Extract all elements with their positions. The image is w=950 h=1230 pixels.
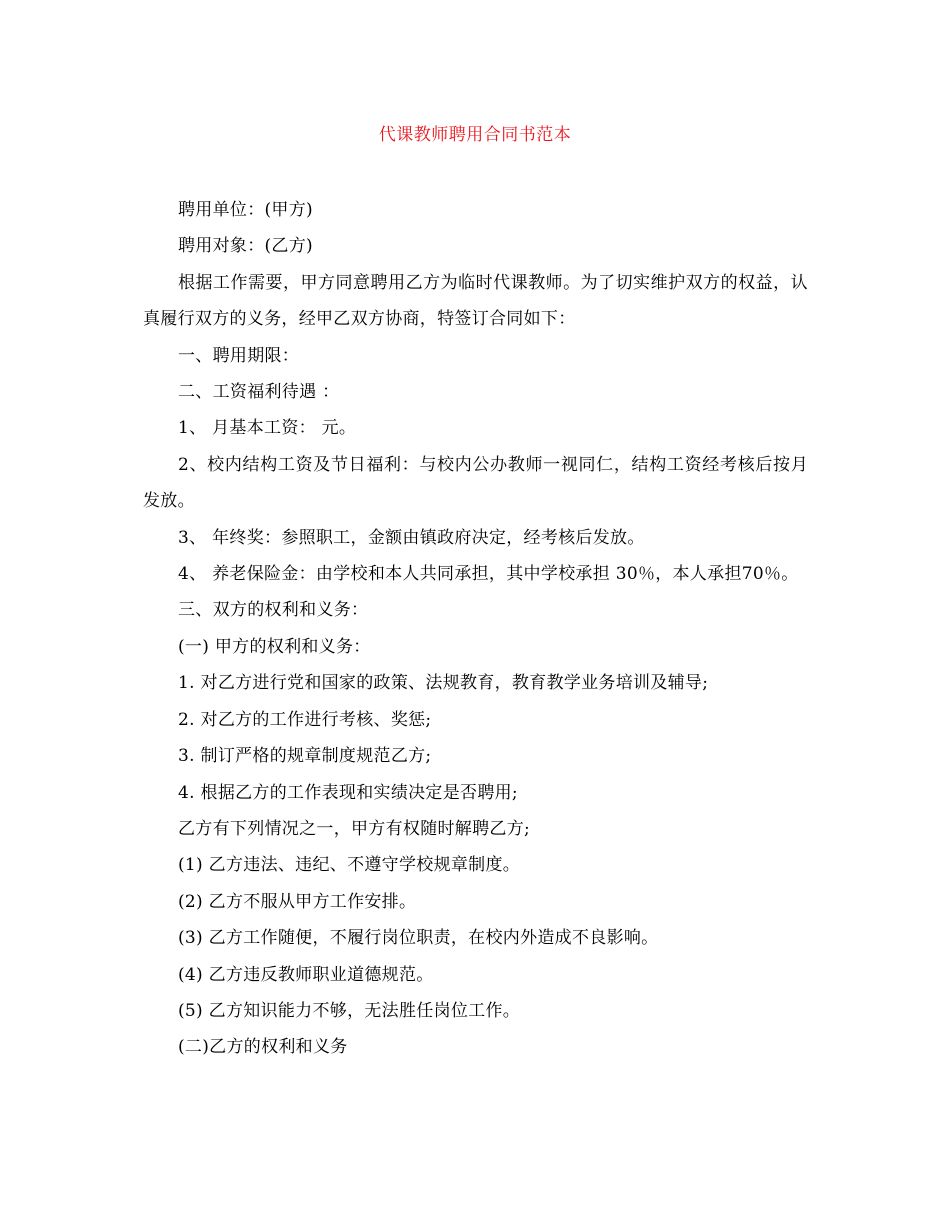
list-item: (1) 乙方违法、违纪、不遵守学校规章制度。 bbox=[178, 855, 521, 876]
list-item: 2. 对乙方的工作进行考核、奖惩; bbox=[178, 709, 432, 730]
subsection-heading-party-b: (二)乙方的权利和义务 bbox=[178, 1037, 348, 1058]
paragraph-employer: 聘用单位：(甲方) bbox=[178, 200, 313, 220]
list-item: (3) 乙方工作随便，不履行岗位职责，在校内外造成不良影响。 bbox=[178, 928, 659, 949]
list-item: 1. 对乙方进行党和国家的政策、法规教育，教育教学业务培训及辅导; bbox=[178, 673, 709, 694]
list-item: (4) 乙方违反教师职业道德规范。 bbox=[178, 964, 434, 985]
paragraph-intro: 根据工作需要，甲方同意聘用乙方为临时代课教师。为了切实维护双方的权益，认真履行双方的义务，经甲乙双方协商，特签订合同如下： bbox=[143, 272, 808, 330]
document-body bbox=[143, 192, 808, 1066]
list-item: 1、 月基本工资： 元。 bbox=[178, 418, 357, 439]
list-item: (2) 乙方不服从甲方工作安排。 bbox=[178, 891, 417, 912]
document-title: 代课教师聘用合同书范本 bbox=[378, 125, 572, 145]
list-item: 2、校内结构工资及节日福利：与校内公办教师一视同仁，结构工资经考核后按月发放。 bbox=[143, 454, 808, 512]
list-item: 4. 根据乙方的工作表现和实绩决定是否聘用; bbox=[178, 782, 518, 803]
section-heading-term: 一、聘用期限： bbox=[178, 345, 300, 366]
list-item: 3. 制订严格的规章制度规范乙方; bbox=[178, 746, 432, 767]
paragraph-dismissal: 乙方有下列情况之一，甲方有权随时解聘乙方; bbox=[178, 818, 531, 839]
section-heading-rights: 三、双方的权利和义务： bbox=[178, 600, 369, 621]
list-item: (5) 乙方知识能力不够，无法胜任岗位工作。 bbox=[178, 1000, 521, 1021]
list-item: 3、 年终奖：参照职工，金额由镇政府决定，经考核后发放。 bbox=[178, 527, 645, 548]
paragraph-employee: 聘用对象：(乙方) bbox=[178, 236, 313, 257]
list-item: 4、 养老保险金：由学校和本人共同承担，其中学校承担 30％，本人承担70％。 bbox=[178, 564, 799, 585]
section-heading-salary: 二、工资福利待遇 ： bbox=[178, 382, 340, 403]
subsection-heading-party-a: (一) 甲方的权利和义务： bbox=[178, 636, 371, 657]
